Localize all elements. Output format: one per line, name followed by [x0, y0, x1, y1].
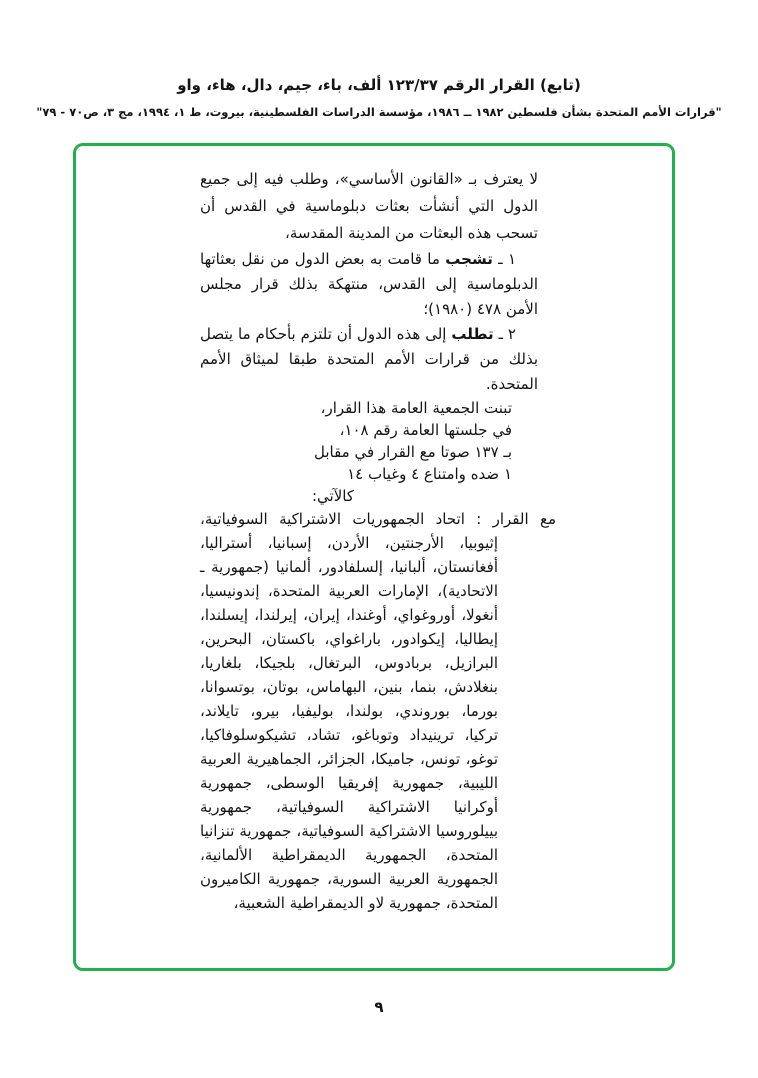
clause-2-number: ٢ ـ [498, 325, 516, 343]
with-vote-countries-block [200, 507, 556, 915]
adoption-line: في جلستها العامة رقم ١٠٨، [339, 421, 512, 439]
adoption-line: كالآتي: [312, 487, 354, 505]
with-vote-countries: اتحاد الجمهوريات الاشتراكية السوفياتية، إثيوبيا، الأرجنتين، الأردن، إسبانيا، أستراليا، أفغانستان، ألبانيا، إلسلفادور، ألمانيا (جمهورية ـ الاتحادية)، الإمارات العربية المتحدة، إندونيسيا، أنغولا، أوروغواي، أوغندا، إيران، إيرلندا، إيسلندا، إيطاليا، إيكوادور، باراغواي، باكستان، البحرين، البرازيل، بربادوس، البرتغال، بلجيكا، بلغاريا، بنغلادش، بنما، بنين، البهاماس، بوتان، بوتسوانا، بورما، بوروندي، بولندا، بوليفيا، بيرو، تايلاند، تركيا، ترينيداد وتوباغو، تشاد، تشيكوسلوفاكيا، توغو، تونس، جاميكا، الجزائر، الجماهيرية العربية الليبية، جمهورية إفريقيا الوسطى، جمهورية أوكرانيا الاشتراكية السوفياتية، جمهورية بييلوروسيا الاشتراكية السوفياتية، جمهورية تنزانيا المتحدة، الجمهورية الديمقراطية الألمانية، الجمهورية العربية السورية، جمهورية الكاميرون المتحدة، جمهورية لاو الديمقراطية الشعبية، [200, 510, 498, 912]
adoption-line: ١ ضده وامتناع ٤ وغياب ١٤ [347, 465, 512, 483]
clause-1 [200, 247, 538, 322]
source-citation-line: "قرارات الأمم المتحدة بشأن فلسطين ١٩٨٢ ــ ١٩٨٦، مؤسسة الدراسات الفلسطينية، بيروت، ط ١، ١٩٩٤، مج ٣، ص٧٠ - ٧٩" [36, 105, 722, 119]
with-vote-label: مع القرار : [476, 510, 556, 528]
clause-2-lead-word: تطلب [451, 325, 494, 343]
resolution-text-column [200, 166, 556, 915]
clause-2-text: إلى هذه الدول أن تلتزم بأحكام ما يتصل بذلك من قرارات الأمم المتحدة طبقا لميثاق الأمم المتحدة. [200, 325, 538, 393]
clause-1-number: ١ ـ [498, 250, 516, 268]
clause-1-lead-word: تشجب [445, 250, 493, 268]
page-number: ٩ [374, 998, 384, 1016]
resolution-continued-title: (تابع) القرار الرقم ١٢٣/٣٧ ألف، باء، جيم، دال، هاء، واو [177, 76, 581, 94]
intro-paragraph: لا يعترف بـ «القانون الأساسي»، وطلب فيه إلى جميع الدول التي أنشأت بعثات دبلوماسية في القدس أن تسحب هذه البعثات من المدينة المقدسة، [200, 170, 538, 242]
adoption-line: تبنت الجمعية العامة هذا القرار، [320, 399, 512, 417]
adoption-vote-block [312, 397, 512, 507]
clause-2 [200, 322, 538, 397]
adoption-line: بـ ١٣٧ صوتا مع القرار في مقابل [313, 443, 512, 461]
clause-1-text: ما قامت به بعض الدول من نقل بعثاتها الدبلوماسية إلى القدس، منتهكة بذلك قرار مجلس الأمن ٤٧٨ (١٩٨٠)؛ [200, 250, 538, 318]
